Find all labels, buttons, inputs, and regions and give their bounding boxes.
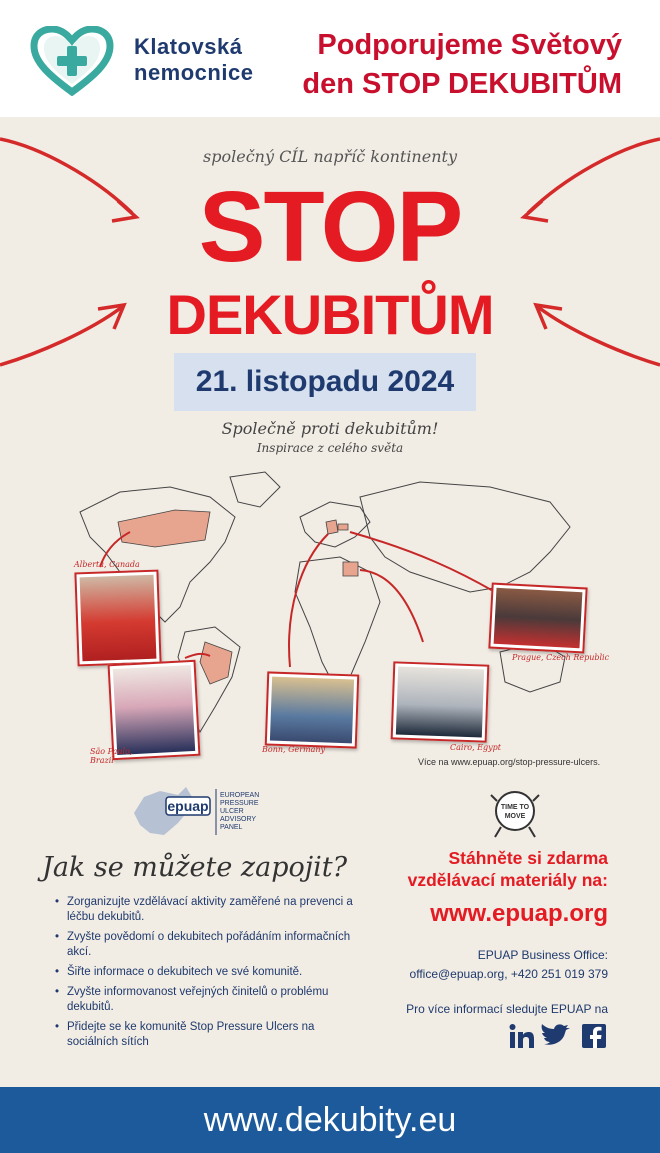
brazil-highlight — [200, 642, 232, 684]
download-heading — [358, 847, 608, 891]
headline-line-1: Podporujeme Světový — [317, 29, 622, 61]
download-line-2: vzdělávací materiály na: — [407, 870, 608, 890]
logo-text — [134, 34, 253, 86]
czech-highlight — [338, 524, 348, 530]
slogan-main: Společně proti dekubitům! — [221, 419, 439, 438]
epuap-sub-1: EUROPEAN — [220, 792, 260, 799]
caption-cairo: Cairo, Egypt — [450, 743, 501, 752]
caption-sao-paulo: São Paulo, Brazil — [90, 747, 133, 765]
tagline: společný CÍL napříč kontinenty — [203, 147, 457, 166]
linkedin-icon[interactable] — [510, 1024, 535, 1048]
list-item: • Šiřte informace o dekubitech ve své komunitě. — [55, 965, 355, 980]
list-item: • Zorganizujte vzdělávací aktivity zaměřené na prevenci a léčbu dekubitů. — [55, 895, 355, 925]
epuap-logo-text: epuap — [167, 798, 209, 814]
egypt-highlight — [343, 562, 358, 576]
office-line-2: office@epuap.org, +420 251 019 379 — [409, 967, 608, 981]
involve-title: Jak se můžete zapojit? — [42, 852, 348, 883]
epuap-sub-4: ADVISORY — [220, 816, 257, 823]
list-item: • Zvyšte informovanost veřejných činitelů o problému dekubitů. — [55, 985, 355, 1015]
photo-alberta-canada — [74, 570, 161, 667]
header-headline — [302, 26, 622, 104]
social-icons — [508, 1022, 608, 1050]
photo-prague-czech-republic — [488, 583, 587, 654]
epuap-logo — [130, 783, 270, 841]
time-to-move-line-1: TIME TO — [500, 804, 530, 811]
logo-line-1: Klatovská — [134, 34, 243, 59]
photo-sao-paulo-brazil — [108, 660, 201, 760]
involve-list — [55, 895, 355, 1055]
list-item: • Zvyšte povědomí o dekubitech pořádáním informačních akcí. — [55, 930, 355, 960]
list-item: • Přidejte se ke komunitě Stop Pressure Ulcers na sociálních sítích — [55, 1020, 355, 1050]
time-to-move-icon — [483, 787, 547, 841]
facebook-icon[interactable] — [582, 1024, 606, 1048]
heart-cross-logo-icon — [30, 26, 114, 96]
more-info-link[interactable]: Více na www.epuap.org/stop-pressure-ulcers. — [418, 757, 601, 767]
headline-line-2: den STOP DEKUBITŮM — [302, 68, 622, 100]
canada-highlight — [118, 510, 210, 547]
title-dekubitum: DEKUBITŮM — [166, 283, 494, 346]
office-contact — [410, 946, 608, 984]
header — [0, 0, 660, 117]
caption-prague: Prague, Czech Republic — [512, 653, 610, 662]
photo-cairo-egypt — [391, 661, 490, 742]
epuap-sub-2: PRESSURE — [220, 800, 259, 807]
caption-bonn: Bonn, Germany — [262, 745, 326, 754]
slogan-sub: Inspirace z celého světa — [256, 441, 404, 455]
office-line-1: EPUAP Business Office: — [477, 948, 608, 962]
footer-url[interactable]: www.dekubity.eu — [0, 1087, 660, 1153]
epuap-sub-3: ULCER — [220, 808, 244, 815]
germany-highlight — [326, 520, 338, 534]
photo-bonn-germany — [265, 671, 360, 748]
epuap-site-link[interactable]: www.epuap.org — [430, 900, 608, 927]
follow-text: Pro více informací sledujte EPUAP na — [406, 1002, 608, 1016]
download-line-1: Stáhněte si zdarma — [448, 848, 608, 868]
title-stop: STOP — [198, 171, 462, 283]
poster — [0, 117, 660, 1087]
epuap-sub-5: PANEL — [220, 824, 243, 831]
twitter-icon[interactable] — [542, 1024, 570, 1045]
event-date: 21. listopadu 2024 — [174, 353, 476, 411]
logo-line-2: nemocnice — [134, 60, 254, 85]
time-to-move-line-2: MOVE — [504, 813, 526, 820]
caption-alberta: Alberta, Canada — [74, 560, 140, 569]
